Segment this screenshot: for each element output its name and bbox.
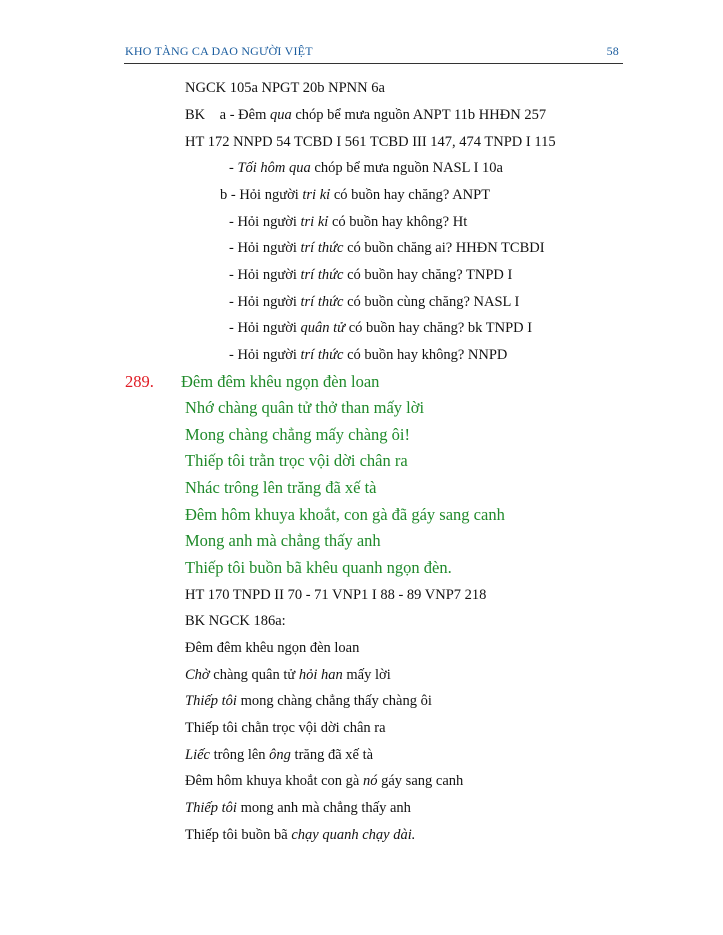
variant-line	[185, 667, 391, 684]
note-text: Đêm hôm khuya khoắt con gà	[185, 773, 363, 789]
note-text: - Hỏi người	[229, 320, 301, 336]
variant-word: tri kỉ	[300, 214, 329, 230]
variant-word: quân tử	[300, 320, 346, 336]
variant-word: trí thức	[300, 347, 344, 363]
variant-line	[220, 187, 490, 204]
poem-text: Mong anh mà chẳng thấy anh	[185, 531, 381, 550]
note-text: Thiếp tôi chằn trọc vội dời chân ra	[185, 720, 386, 736]
note-text: có buồn hay chăng? TNPD I	[343, 267, 513, 283]
note-text: NGCK 105a NPGT 20b NPNN 6a	[185, 80, 385, 96]
note-text: -	[229, 160, 238, 176]
variant-word: Thiếp tôi	[185, 800, 237, 816]
poem-line	[185, 451, 408, 471]
note-text: có buồn hay không? Ht	[328, 214, 468, 230]
note-text: trăng đã xế tà	[290, 747, 374, 763]
poem-text: Thiếp tôi trằn trọc vội dời chân ra	[185, 451, 408, 470]
note-text: chàng quân tử	[209, 667, 299, 683]
note-text: BK NGCK 186a:	[185, 613, 286, 629]
note-text: Thiếp tôi buồn bã	[185, 827, 292, 843]
note-text: - Hỏi người	[229, 294, 301, 310]
variant-line	[229, 160, 503, 177]
source-note-line	[185, 134, 556, 151]
poem-line	[185, 531, 381, 551]
note-text: gáy sang canh	[377, 773, 464, 789]
poem-line	[185, 425, 410, 445]
variant-word: Thiếp tôi	[185, 693, 237, 709]
page-number: 58	[606, 44, 619, 58]
note-text: b - Hỏi người	[220, 187, 303, 203]
variant-line	[229, 214, 467, 231]
note-text: chóp bể mưa nguồn NASL I 10a	[310, 160, 503, 176]
note-text: BK a - Đêm	[185, 107, 270, 123]
poem-line	[185, 478, 377, 498]
variant-word: trí thức	[300, 294, 344, 310]
poem-text: Nhác trông lên trăng đã xế tà	[185, 478, 377, 497]
variant-word: Tối hôm qua	[237, 160, 311, 176]
variant-line	[185, 800, 411, 817]
note-text: HT 172 NNPD 54 TCBD I 561 TCBD III 147, 474 TNPD I 115	[185, 134, 556, 150]
source-note-line	[185, 80, 385, 97]
poem-line	[185, 398, 424, 418]
source-note-line	[185, 613, 286, 630]
note-text: có buồn hay chăng? ANPT	[330, 187, 491, 203]
poem-line	[181, 372, 379, 392]
poem-line	[185, 558, 452, 578]
variant-word: hỏi han	[298, 667, 343, 683]
source-note-line	[185, 587, 486, 604]
note-text: mong chàng chẳng thấy chàng ôi	[236, 693, 432, 709]
variant-line	[185, 693, 432, 710]
note-text: mấy lời	[342, 667, 391, 683]
variant-line	[229, 240, 545, 257]
note-text: mong anh mà chẳng thấy anh	[236, 800, 411, 816]
note-text: trông lên	[209, 747, 270, 763]
poem-text: Thiếp tôi buồn bã khêu quanh ngọn đèn.	[185, 558, 452, 577]
note-text: Đêm đêm khêu ngọn đèn loan	[185, 640, 360, 656]
note-text: HT 170 TNPD II 70 - 71 VNP1 I 88 - 89 VNP7 218	[185, 587, 487, 603]
variant-line	[185, 827, 415, 844]
note-text: có buồn cùng chăng? NASL I	[343, 294, 520, 310]
poem-text: Mong chàng chẳng mấy chàng ôi!	[185, 425, 410, 444]
variant-line	[229, 267, 512, 284]
poem-text: Nhớ chàng quân tử thở than mấy lời	[185, 398, 425, 417]
variant-line	[185, 747, 373, 764]
poem-text: Đêm hôm khuya khoắt, con gà đã gáy sang canh	[185, 505, 505, 524]
variant-word: tri kỉ	[302, 187, 331, 203]
variant-line	[185, 107, 546, 124]
variant-word: Chờ	[185, 667, 210, 683]
note-text: chóp bể mưa nguồn ANPT 11b HHĐN 257	[291, 107, 547, 123]
variant-line	[229, 320, 532, 337]
poem-text: Đêm đêm khêu ngọn đèn loan	[181, 372, 380, 391]
variant-word: nó	[363, 773, 378, 789]
header-rule	[124, 63, 623, 64]
variant-line	[185, 720, 386, 737]
poem-line	[185, 505, 505, 525]
note-text: - Hỏi người	[229, 347, 301, 363]
note-text: - Hỏi người	[229, 240, 301, 256]
note-text: có buồn hay không? NNPD	[343, 347, 508, 363]
poem-number: 289.	[125, 372, 154, 391]
variant-word: chạy quanh chạy dài.	[291, 827, 416, 843]
variant-word: Liếc	[185, 747, 210, 763]
note-text: có buồn chăng ai? HHĐN TCBDI	[343, 240, 545, 256]
variant-line	[229, 347, 507, 364]
variant-word: ông	[269, 747, 291, 763]
variant-line	[185, 640, 359, 657]
variant-line	[229, 294, 519, 311]
note-text: - Hỏi người	[229, 214, 301, 230]
note-text: có buồn hay chăng? bk TNPD I	[345, 320, 533, 336]
book-title: KHO TÀNG CA DAO NGƯỜI VIỆT	[125, 44, 313, 58]
variant-line	[185, 773, 463, 790]
variant-word: qua	[269, 107, 292, 123]
variant-word: trí thức	[300, 267, 344, 283]
note-text: - Hỏi người	[229, 267, 301, 283]
variant-word: trí thức	[300, 240, 344, 256]
